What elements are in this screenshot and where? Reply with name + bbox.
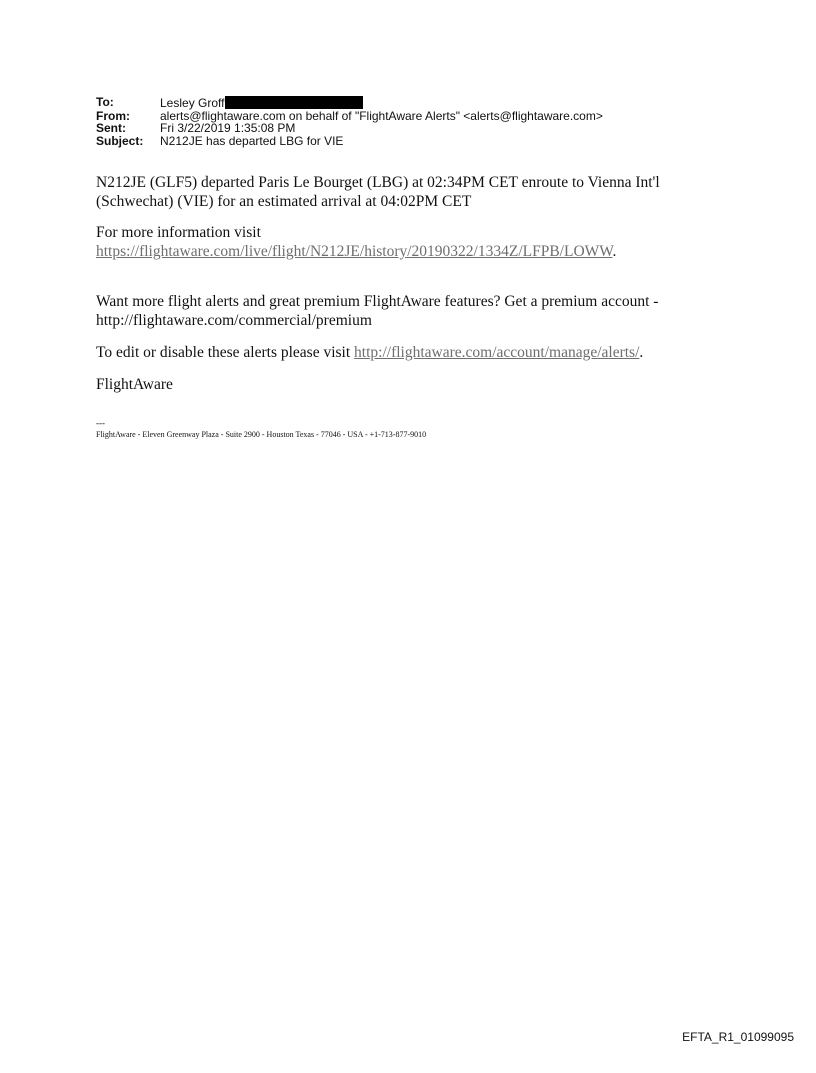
more-info-text: For more information visit	[96, 224, 261, 241]
more-info-paragraph: For more information visit https://flightaware.com/live/flight/N212JE/history/20190322/1334Z/LFPB/LOWW.	[96, 224, 617, 260]
to-label: To:	[96, 95, 114, 109]
footer-separator: ---	[96, 418, 105, 428]
manage-alerts-link[interactable]: http://flightaware.com/account/manage/alerts/	[354, 344, 640, 361]
sent-label: Sent:	[96, 121, 126, 135]
subject-value: N212JE has departed LBG for VIE	[160, 133, 344, 148]
footer-address: FlightAware - Eleven Greenway Plaza - Suite 2900 - Houston Texas - 77046 - USA - +1-713-877-9010	[96, 430, 427, 439]
email-headers	[96, 96, 603, 147]
signature: FlightAware	[96, 376, 173, 393]
subject-row	[96, 135, 603, 148]
sent-value: Fri 3/22/2019 1:35:08 PM	[160, 121, 296, 135]
flight-history-link[interactable]: https://flightaware.com/live/flight/N212JE/history/20190322/1334Z/LFPB/LOWW	[96, 243, 613, 260]
edit-alerts-paragraph: To edit or disable these alerts please visit http://flightaware.com/account/manage/alerts/.	[96, 344, 644, 361]
subject-label: Subject:	[96, 133, 144, 148]
sent-row	[96, 122, 603, 135]
departure-paragraph: N212JE (GLF5) departed Paris Le Bourget (LBG) at 02:34PM CET enroute to Vienna Int'l (Schwechat) (VIE) for an estimated arrival at 04:02PM CET	[96, 174, 660, 210]
document-id: EFTA_R1_01099095	[682, 1030, 794, 1044]
email-body	[96, 173, 736, 394]
redaction-box	[225, 96, 363, 109]
to-row	[96, 96, 603, 110]
edit-alerts-text: To edit or disable these alerts please visit	[96, 344, 351, 361]
to-value	[160, 96, 363, 110]
premium-paragraph: Want more flight alerts and great premium FlightAware features? Get a premium account - http://flightaware.com/commercial/premium	[96, 293, 659, 329]
to-recipient: Lesley Groff	[160, 96, 225, 110]
from-label: From:	[96, 108, 130, 123]
from-value: alerts@flightaware.com on behalf of "FlightAware Alerts" <alerts@flightaware.com>	[160, 108, 603, 123]
